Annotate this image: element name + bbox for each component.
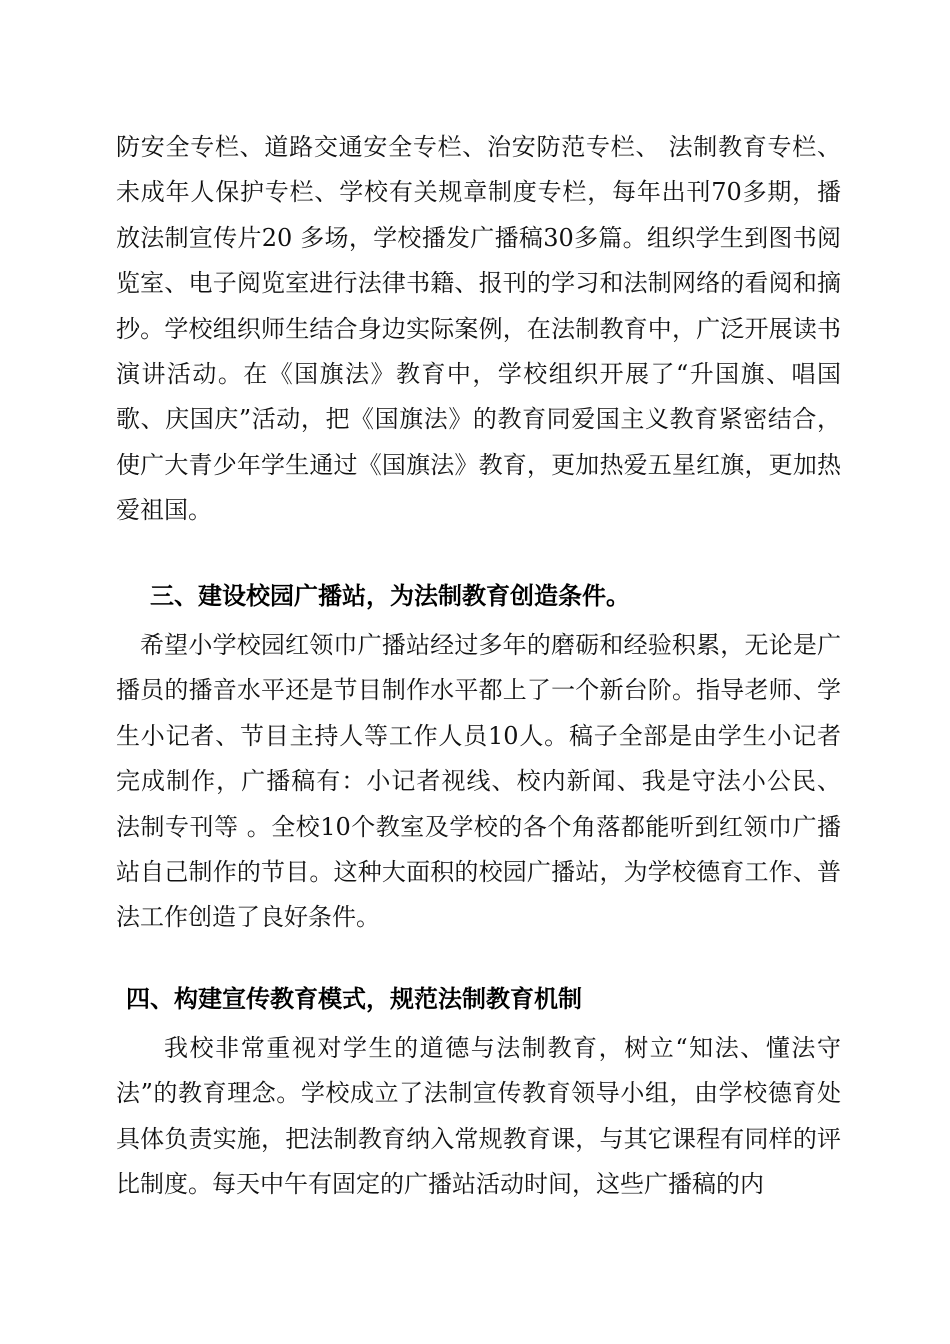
body-paragraph: 我校非常重视对学生的道德与法制教育，树立“知法、懂法守法”的教育理念。学校成立了法制宣传教育领导小组，由学校德育处具体负责实施，把法制教育纳入常规教育课，与其它课程有同样的评比制度。每天中午有固定的广播站活动时间，这些广播稿的内 [116, 1034, 841, 1199]
body-paragraph: 防安全专栏、道路交通安全专栏、治安防范专栏、 法制教育专栏、未成年人保护专栏、学校有关规章制度专栏，每年出刊70多期，播放法制宣传片20 多场，学校播发广播稿30多篇。组织学生到图书阅览室、电子阅览室进行法律书籍、报刊的学习和法制网络的看阅和摘抄。学校组织师生结合身边实际案例，在法制教育中，广泛开展读书演讲活动。在《国旗法》教育中，学校组织开展了“升国旗、唱国歌、庆国庆”活动，把《国旗法》的教育同爱国主义教育紧密结合，使广大青少年学生通过《国旗法》教育，更加热爱五星红旗，更加热爱祖国。 [116, 133, 841, 525]
body-paragraph: 希望小学校园红领巾广播站经过多年的磨砺和经验积累，无论是广播员的播音水平还是节目制作水平都上了一个新台阶。指导老师、学生小记者、节目主持人等工作人员10人。稿子全部是由学生小记者完成制作，广播稿有：小记者视线、校内新闻、我是守法小公民、 法制专刊等 。全校10个教室及学校的各个角落都能听到红领巾广播站自己制作的节目。这种大面积的校园广播站，为学校德育工作、普法工作创造了良好条件。 [116, 631, 841, 932]
section-heading-4: 四、构建宣传教育模式，规范法制教育机制 [126, 985, 582, 1013]
section-heading-3: 三、建设校园广播站，为法制教育创造条件。 [150, 582, 630, 610]
